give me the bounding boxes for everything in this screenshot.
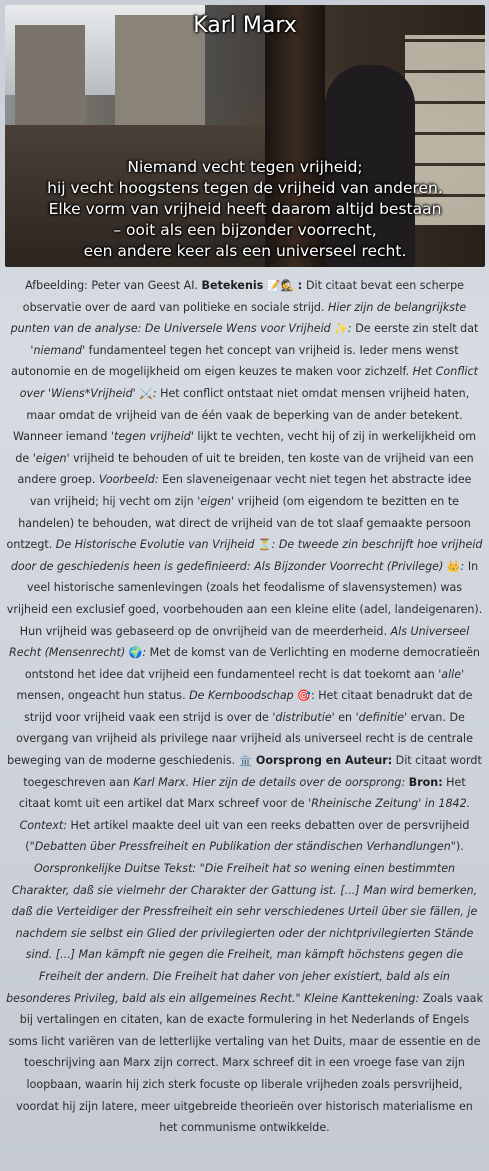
article-text: Zoals vaak bij vertalingen en citaten, kan de exacte formulering in het Nederlands of Engels soms licht variëren van de letterlijke vertaling van het Duits, maar de essentie en de toeschrijving aan Marx zijn correct. Marx schreef dit in een vroege fase van zijn loopbaan, waarin hij zich sterk focuste op liberale vrijheden zoals persvrijheid, voordat hij zijn latere, meer uitgebreide theorieën over historisch materialisme en het communisme ontwikkelde.	[8, 991, 483, 1135]
article-text: Het conflict ontstaat niet omdat mensen vrijheid haten, maar omdat de vrijheid van de één vaak de beperking van de ander betekent. Wanneer iemand	[12, 386, 470, 444]
article-text: 'niemand'	[30, 343, 86, 357]
article-text: Dit citaat bevat een scherpe observatie over de aard van politieke en sociale strijd.	[22, 279, 464, 314]
hero-quote-line: Niemand vecht tegen vrijheid;	[127, 158, 363, 176]
hero-title: Karl Marx	[193, 13, 297, 38]
emoji-icon: 🎯	[293, 689, 311, 703]
article-text: Betekenis	[201, 279, 264, 292]
article-text: De Historische Evolutie van Vrijheid	[55, 538, 255, 552]
article-text: en	[334, 710, 356, 724]
emoji-icon: ⏳	[254, 538, 272, 552]
emoji-icon: 🏛️	[238, 754, 256, 768]
article-text: :	[142, 646, 150, 660]
article-text: Oorspronkelijke Duitse Tekst: "Die Freiheit hat so wening einen bestimmten Charakter, daß sie vielmehr der Charakter der Gattung ist. [...] Man wird bemerken, daß die Verteidiger der Pressfreiheit ein sehr verschiedenes Urteil über sie fällen, je nachdem sie selbst ein Glied der privilegierten oder der nichtprivilegierten Stände sind. [...] Man kämpft nie gegen die Freiheit, man kämpft höchstens gegen die Freiheit der andern. Die Freiheit hat daher von jeher existiert, bald als ein besonderes Privileg, bald als ein allgemeines Recht." Kleine Kanttekening:	[6, 862, 478, 1005]
article-text: De Kernboodschap	[189, 689, 294, 703]
article-text: :	[347, 322, 356, 336]
article-text: "Debatten über Pressfreiheit en Publikation der ständischen Verhandlungen	[29, 840, 451, 854]
article-text: Als Universeel Recht (Mensenrecht)	[9, 624, 470, 660]
article-text: Voorbeeld:	[98, 473, 159, 487]
article-text: mensen, ongeacht hun status.	[16, 689, 190, 703]
article-text: In veel historische samenlevingen (zoals het feodalisme of slavensystemen) was vrijheid een exclusief goed, voorbehouden aan een kleine elite (adel, landeigenaren). Hun vrijheid was gebaseerd op de onvrijheid van de meerderheid.	[6, 559, 483, 638]
hero-quote-line: – ooit als een bijzonder voorrecht,	[113, 221, 377, 239]
emoji-icon: ✨	[330, 322, 348, 336]
article-text: Oorsprong en Auteur:	[255, 754, 393, 768]
hero-image	[5, 5, 485, 267]
article-text: : Het citaat benadrukt dat de strijd voor vrijheid vaak een strijd is over de	[24, 689, 473, 724]
emoji-icon: 📝🕵️	[263, 279, 298, 292]
article-text: Het Conflict over 'Wiens*Vrijheid'	[19, 365, 478, 400]
article-text: Karl Marx. Hier zijn de details over de oorsprong:	[133, 775, 406, 789]
article-text: Met de komst van de Verlichting en moderne democratieën ontstond het idee dat vrijheid een fundamenteel recht is dat toekomt aan	[24, 646, 480, 681]
article-text: 'tegen vrijheid'	[110, 430, 194, 444]
article-text: 'distributie'	[272, 710, 335, 724]
article-text: Bron:	[408, 775, 443, 789]
article-text: : De tweede zin beschrijft hoe vrijheid door de geschiedenis heen is gedefinieerd: Als Bijzonder Voorrecht (Privilege)	[10, 538, 483, 573]
emoji-icon: ⚔️	[135, 386, 153, 400]
hero-quote	[5, 157, 485, 262]
article-text: Een slaveneigenaar vecht niet tegen het abstracte idee van vrijheid; hij vecht om zijn	[29, 473, 472, 508]
article-text: Het artikel maakte deel uit van een reeks debatten over de persvrijheid (	[25, 818, 470, 854]
article-text: :	[152, 386, 161, 400]
hero-quote-line: hij vecht hoogstens tegen de vrijheid van anderen.	[47, 179, 443, 197]
hero-quote-line: een andere keer als een universeel recht.	[83, 242, 407, 260]
article-text: Hier zijn de belangrijkste punten van de analyse: De Universele Wens voor Vrijheid	[10, 300, 467, 336]
article-text: Afbeelding: Peter van Geest AI.	[25, 279, 202, 292]
emoji-icon: 👑	[443, 559, 461, 573]
article-text: 'eigen'	[197, 494, 235, 508]
article-text: vrijheid (om eigendom te bezitten en te handelen) te behouden, wat direct de vrijheid van de tot slaaf gemaakte persoon ontzegt.	[6, 494, 471, 552]
article-body	[6, 275, 483, 1139]
article-text: lijkt te vechten, vecht hij of zij in werkelijkheid om de	[15, 430, 477, 465]
article-text: 'eigen'	[32, 451, 70, 465]
article-text: 'alle'	[438, 667, 465, 681]
article-text: :	[297, 279, 306, 292]
article-text: Het citaat komt uit een artikel dat Marx schreef voor de	[18, 775, 466, 811]
article-text: 'Rheinische Zeitung' in 1842. Context:	[19, 797, 471, 832]
article-text: Dit citaat wordt toegeschreven aan	[23, 754, 482, 789]
article-text: fundamenteel tegen het concept van vrijheid is. Ieder mens wenst autonomie en de mogelijkheid om eigen keuzes te maken voor zichzelf.	[11, 343, 459, 379]
article-text: ervan. De overgang van vrijheid als privilege naar vrijheid als universeel recht is de centrale beweging van de moderne geschiedenis.	[7, 710, 473, 768]
emoji-icon: 🌍	[125, 646, 143, 660]
hero-quote-line: Elke vorm van vrijheid heeft daarom altijd bestaan	[48, 200, 442, 218]
article-text: ").	[450, 840, 464, 854]
article-text: 'definitie'	[355, 710, 408, 724]
article-text: vrijheid te behouden of uit te breiden, ten koste van de vrijheid van een andere groep.	[17, 451, 474, 487]
hero-building-left	[15, 25, 85, 135]
article-text: De eerste zin stelt dat	[355, 322, 479, 336]
article-text: :	[460, 559, 468, 573]
